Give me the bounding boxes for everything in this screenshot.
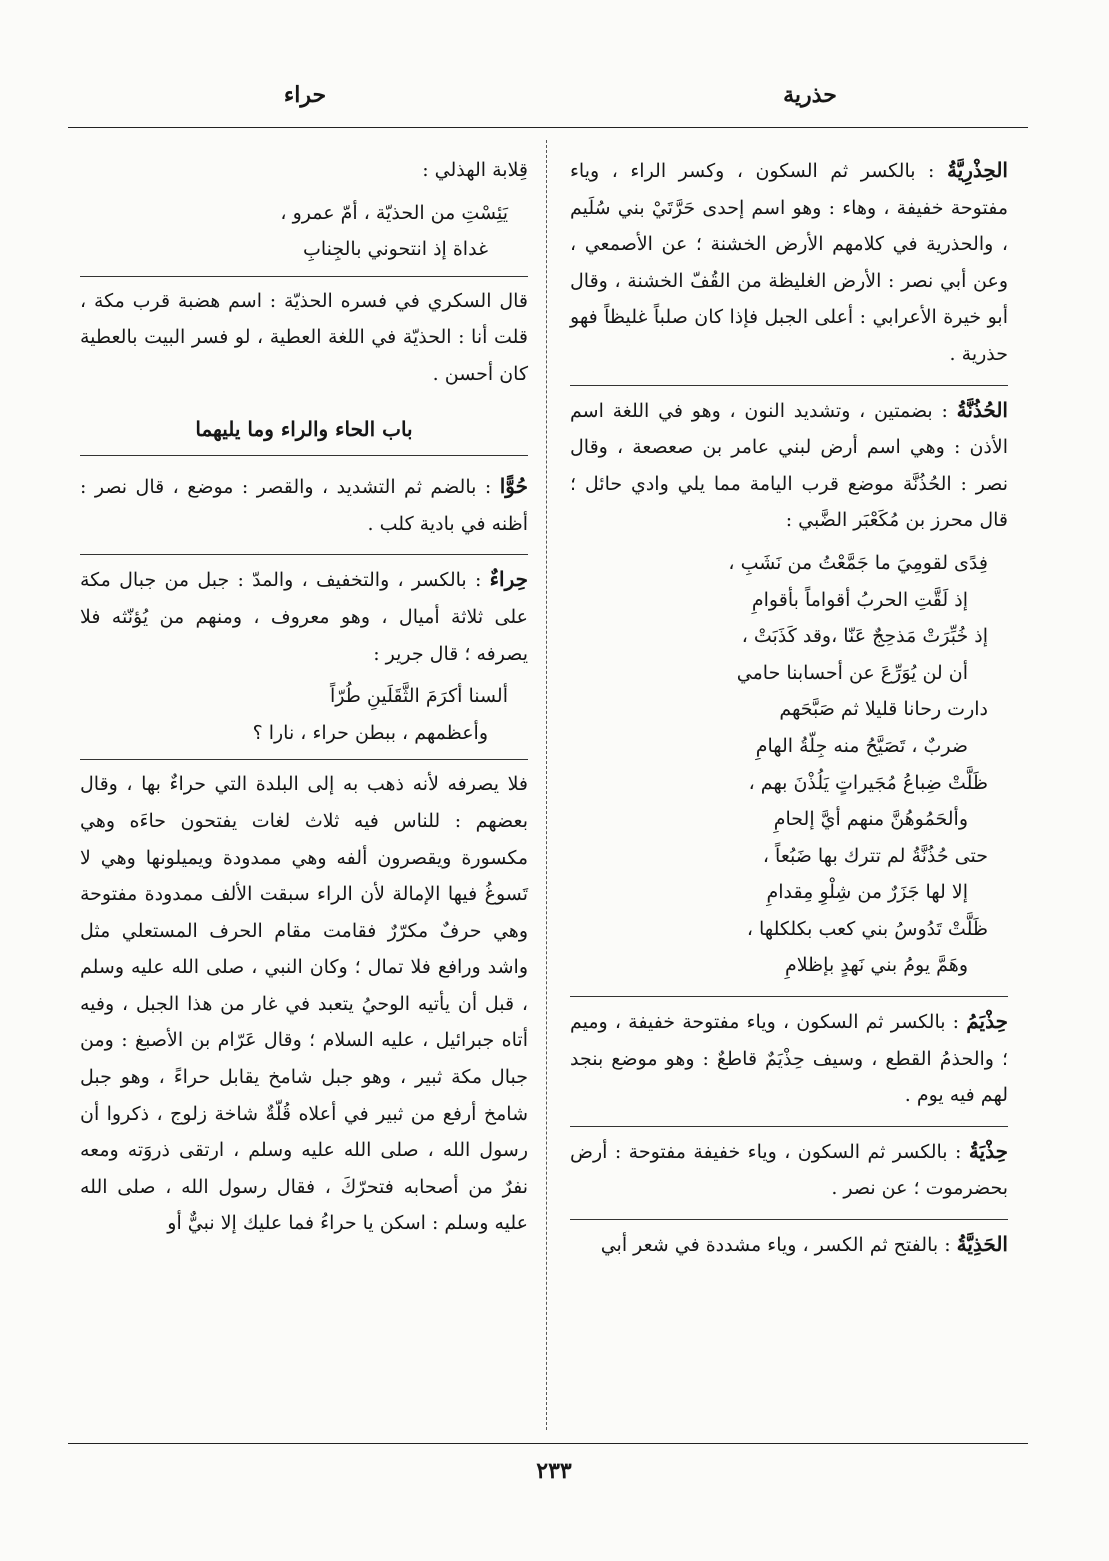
verse-hemistich: إذ لَقَّتِ الحربُ أقواماً بأقوامِ (751, 588, 968, 611)
entry-hadhiyya (570, 1219, 1008, 1264)
entry-hira (80, 554, 528, 1242)
verse-hemistich: ألسنا أكرَمَ الثَّقَلَينِ طُرّاً (329, 685, 508, 708)
entry-headword: حِراءٌ (489, 567, 528, 592)
entry-hidhyam (570, 996, 1008, 1114)
verse-hemistich: فِدًى لقومِيَ ما جَمَّعْتُ من نَشَبِ ، (728, 551, 988, 574)
poem (80, 678, 528, 751)
entry-text: : بالكسر ، والتخفيف ، والمدّ : جبل من جبال مكة على ثلاثة أميال ، وهو معروف ، ومنهم من يُؤنّثه فلا يصرفه ؛ قال جرير : (80, 569, 528, 665)
top-rule (68, 127, 1028, 128)
running-head-left: حراء (283, 82, 327, 108)
entry-headword: الحَذِيَّةُ (956, 1232, 1008, 1257)
verse-hemistich: ظَلَّتْ ضِباعُ مُجَيراتٍ يَلُذْنَ بهم ، (748, 771, 988, 794)
verse-hemistich: وأعظمهم ، ببطن حراء ، نارا ؟ (252, 721, 488, 744)
left-column (80, 152, 528, 1242)
verse-hemistich: دارت رحانا قليلا ثم صَبَّحَهم (779, 698, 988, 721)
entry-text: : بالكسر ثم السكون ، وياء مفتوحة خفيفة ، وميم ؛ والحذمُ القطع ، وسيف حِذْيَمٌ قاطعٌ : وهو موضع بنجد لهم فيه يوم . (570, 1011, 1008, 1107)
entry-text: : بضمتين ، وتشديد النون ، وهو في اللغة اسم الأذن : وهي اسم أرض لبني عامر بن صعصعة ، وقال نصر : الحُذُنَّة موضع قرب اليامة مما يلي وادي حائل ؛ قال محرز بن مُكَعْبَر الضَّبي : (570, 399, 1008, 532)
verse-hemistich: ضربٌ ، تَصَيَّحُ منه جِلّةُ الهامِ (755, 734, 968, 757)
entry-separator (80, 759, 528, 760)
entry-hidhriyya (570, 152, 1008, 373)
page-number: ٢٣٣ (536, 1458, 572, 1484)
entry-text: فلا يصرفه لأنه ذهب به إلى البلدة التي حراءٌ بها ، وقال بعضهم : للناس فيه ثلاث لغات يفتحون حاءَه وهي مكسورة ويقصرون ألفه وهي ممدودة ويميلونها وهي لا تَسوغُ فيها الإمالة لأن الراء سبقت الألف ممدودة مفتوحة وهي حرفٌ مكرّرٌ فقامت مقام الحرف المستعلي مثل واشد ورافع فلا تمال ؛ وكان النبي ، صلى الله عليه وسلم ، قبل أن يأتيه الوحيُ يتعبد في غار من هذا الجبل ، وفيه أتاه جبرائيل ، عليه السلام ؛ وقال عَرّام بن الأصبغ : ومن جبال مكة ثبير ، وهو جبل شامخ يقابل حراءً ، وهو جبل شامخ أرفع من ثبير في أعلاه قُلّةٌ شاخة زلوج ، ذكروا أن رسول الله ، صلى الله عليه وسلم ، ارتقى ذروَته ومعه نفرٌ من أصحابه فتحرّكَ ، فقال رسول الله ، صلى الله عليه وسلم : اسكن يا حراءُ فما عليك إلا نبيٌّ أو (80, 773, 528, 1235)
verse-hemistich: ظَلَّتْ تَدُوسُ بني كعب بكلكلها ، (746, 917, 988, 940)
running-head-right: حذرية (783, 82, 837, 108)
verse-hemistich: وهَمَّ يومُ بني نَهدٍ بإظلامِ (784, 954, 968, 977)
verse-hemistich: يَئِسْتِ من الحذيّة ، أمّ عمرو ، (280, 201, 508, 224)
verse-hemistich: حتى حُذُنَّةُ لم تترك بها ضَبُعاً ، (762, 844, 988, 867)
entry-huwwan (80, 468, 528, 542)
verse-hemistich: إذ خُبِّرَتْ مَذحِجٌ عَنّا ،وقد كَذَبَتْ ، (741, 625, 988, 648)
verse-hemistich: غداة إذ انتحوني بالجِنابِ (302, 238, 488, 261)
verse-hemistich: أن لن يُوَرِّعَ عن أحسابنا حامي (736, 661, 968, 684)
entry-headword: الحِذْرِيَّةُ (946, 158, 1008, 182)
entry-headword: حِذْيَمُ (966, 1009, 1008, 1034)
poem (570, 545, 1008, 984)
bottom-rule (68, 1443, 1028, 1444)
entry-hidhya (570, 1126, 1008, 1207)
poem (80, 195, 528, 268)
entry-separator (80, 276, 528, 277)
continuation-text: قال السكري في فسره الحذيّة : اسم هضبة قرب مكة ، قلت أنا : الحذيّة في اللغة العطية ، لو فسر البيت بالعطية كان أحسن . (80, 289, 528, 385)
right-column (570, 152, 1008, 1264)
entry-hudhunna (570, 385, 1008, 985)
verse-hemistich: إلا لها جَزَرٌ من شِلْوِ مِقدامِ (766, 881, 968, 904)
verse-hemistich: وألحَمُوهُنَّ منهم أيَّ إلحامِ (773, 808, 968, 831)
entry-headword: حِذْيَةُ (968, 1138, 1008, 1163)
entry-text: : بالكسر ثم السكون ، وياء خفيفة مفتوحة : أرض بحضرموت ؛ عن نصر . (570, 1140, 1008, 1200)
entry-text: : بالضم ثم التشديد ، والقصر : موضع ، قال نصر : أظنه في بادية كلب . (80, 476, 528, 535)
entry-headword: حُوًّا (499, 474, 528, 499)
entry-headword: الحُذُنَّةُ (956, 397, 1008, 422)
entry-text: : بالفتح ثم الكسر ، وياء مشددة في شعر أبي (600, 1234, 951, 1257)
continuation-intro: قِلابة الهذلي : (422, 159, 528, 181)
entry-text: : بالكسر ثم السكون ، وكسر الراء ، وياء مفتوحة خفيفة ، وهاء : وهو اسم إحدى حَرَّتَيْ بني سُلَيم ، والحذرية في كلامهم الأرض الخشنة ؛ عن الأصمعي ، وعن أبي نصر : الأرض الغليظة من القُفّ الخشنة ، وقال أبو خيرة الأعرابي : أعلى الجبل فإذا كان صلباً غليظاً فهو حذرية . (570, 160, 1008, 365)
section-title: باب الحاء والراء وما يليهما (80, 411, 528, 457)
column-divider (546, 140, 547, 1430)
